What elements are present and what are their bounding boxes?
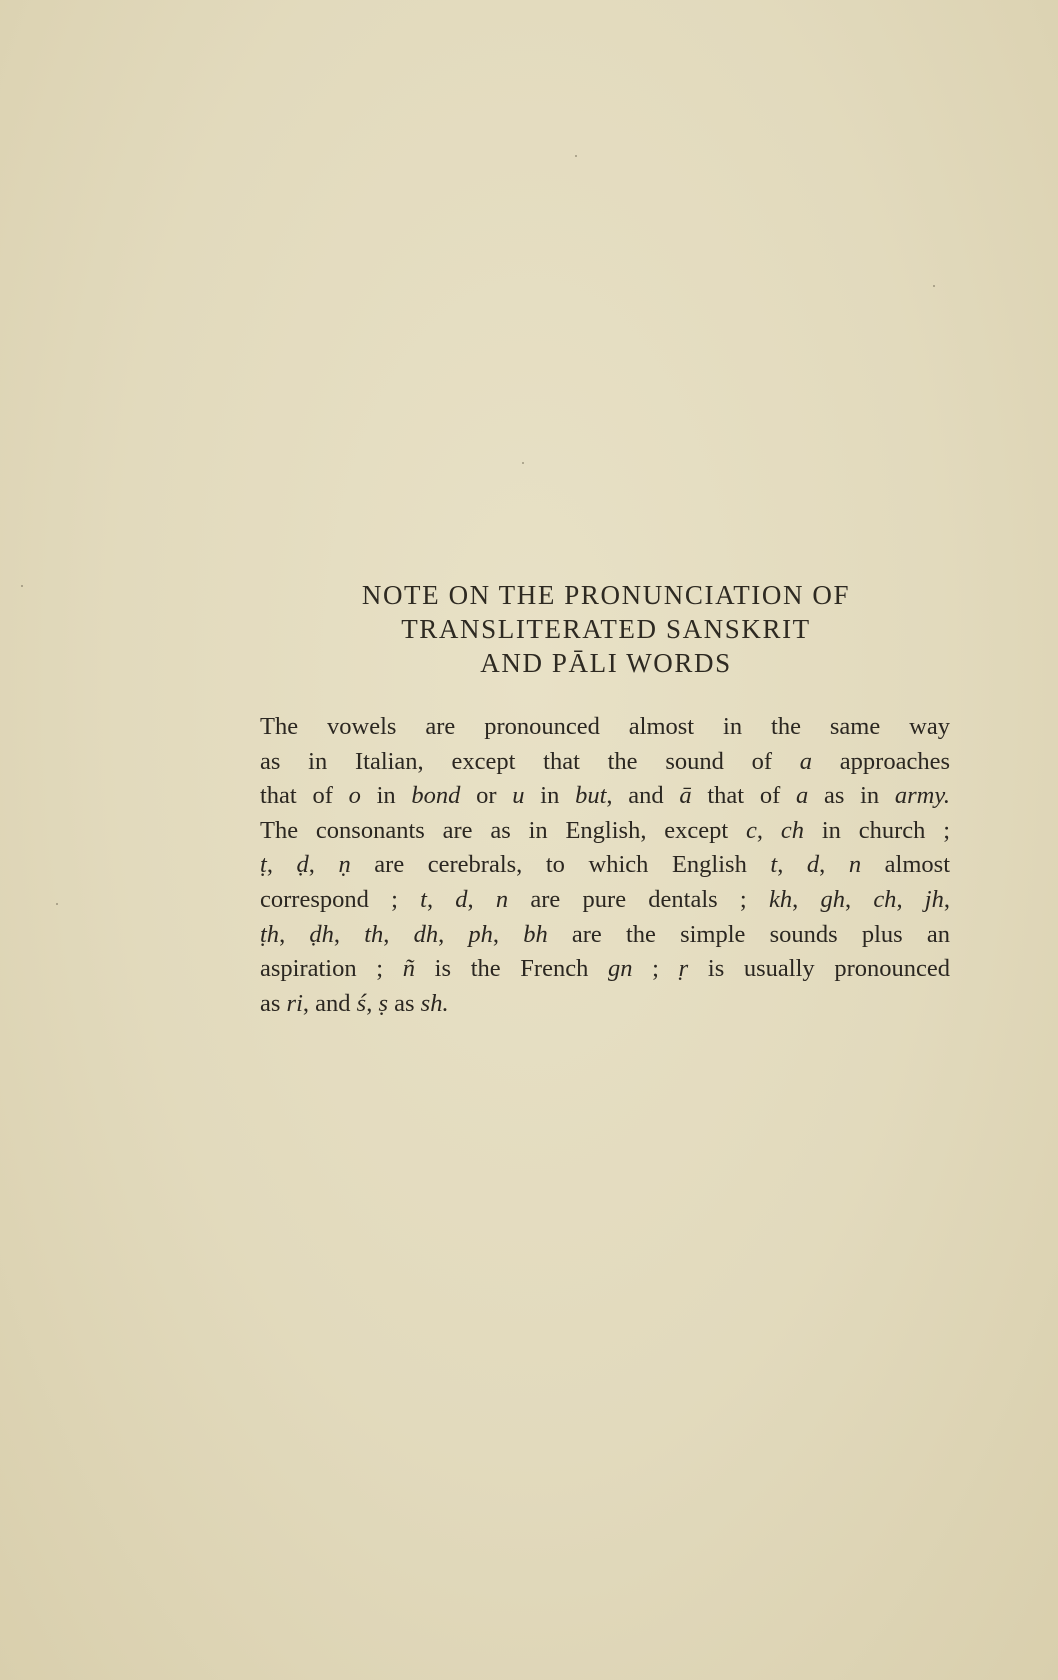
- text-line-9: [260, 987, 950, 1022]
- italic-term: kh: [768, 885, 793, 913]
- text-run: ,: [844, 885, 874, 913]
- italic-term: t: [770, 851, 778, 879]
- text-run: as in Italian, except that the sound of: [260, 747, 800, 775]
- italic-term: o: [348, 782, 361, 810]
- italic-term: ḍ: [296, 851, 309, 879]
- text-run: ,: [383, 920, 414, 948]
- italic-term: sh.: [420, 989, 449, 1017]
- title-line-1: NOTE ON THE PRONUNCIATION OF: [361, 580, 851, 610]
- text-run: ,: [777, 851, 807, 879]
- text-line-3: [260, 779, 950, 814]
- text-run: approaches: [812, 747, 950, 775]
- paper-speck: [56, 903, 58, 905]
- italic-term: n: [848, 851, 862, 879]
- italic-term: ṛ: [678, 955, 689, 983]
- text-run: ,: [467, 885, 496, 913]
- text-run: or: [460, 782, 513, 810]
- italic-term: ś: [356, 989, 367, 1017]
- text-run: is the French: [415, 955, 609, 983]
- italic-term: but: [575, 782, 607, 810]
- body-paragraph: [260, 710, 950, 1021]
- text-run: ,: [819, 851, 849, 879]
- text-line-5: [260, 848, 950, 883]
- italic-term: ṇ: [338, 851, 351, 879]
- italic-term: ḍh: [309, 920, 334, 948]
- text-run: ,: [266, 851, 297, 879]
- text-run: ,: [792, 885, 821, 913]
- italic-term: jh: [924, 885, 944, 913]
- text-run: as: [387, 989, 421, 1017]
- italic-term: bond: [411, 782, 461, 810]
- paper-speck: [575, 155, 577, 157]
- paper-speck: [933, 285, 935, 287]
- title-line-3: AND PĀLI WORDS: [480, 648, 732, 678]
- text-run: ,: [308, 851, 339, 879]
- text-run: ,: [438, 920, 469, 948]
- text-run: , and: [606, 782, 680, 810]
- text-line-1: [260, 710, 950, 745]
- italic-term: ṭh: [260, 920, 280, 948]
- text-run: The consonants are as in English, except: [260, 816, 747, 844]
- italic-term: ā: [679, 782, 692, 810]
- italic-term: ñ: [402, 955, 416, 983]
- text-run: ,: [366, 989, 379, 1017]
- text-run: are pure dentals ;: [508, 885, 769, 913]
- text-run: in church ;: [804, 816, 950, 844]
- text-run: are the simple sounds plus an: [547, 920, 951, 948]
- text-run: is usually pronounced: [688, 955, 951, 983]
- text-line-6: [260, 883, 950, 918]
- text-run: ,: [333, 920, 365, 948]
- italic-term: ṭ: [260, 851, 267, 879]
- italic-term: ch: [780, 816, 804, 844]
- italic-term: a: [795, 782, 809, 810]
- italic-term: ch: [873, 885, 897, 913]
- text-line-8: [260, 952, 950, 987]
- italic-term: bh: [523, 920, 548, 948]
- italic-term: gh: [820, 885, 845, 913]
- text-run: correspond ;: [260, 885, 421, 913]
- text-line-4: [260, 814, 950, 849]
- page-title: [258, 578, 954, 680]
- text-run: The vowels are pronounced almost in the same way: [260, 713, 950, 740]
- italic-term: dh: [413, 920, 439, 948]
- text-line-7: [260, 918, 950, 953]
- paper-speck: [21, 585, 23, 587]
- italic-term: ph: [468, 920, 493, 948]
- title-line-2: TRANSLITERATED SANSKRIT: [401, 614, 811, 644]
- italic-term: army.: [894, 782, 951, 810]
- paper-speck: [522, 462, 524, 464]
- italic-term: u: [512, 782, 525, 810]
- text-run: ;: [632, 955, 679, 983]
- text-run: that of: [691, 782, 796, 810]
- text-run: ,: [896, 885, 925, 913]
- text-run: , and: [302, 989, 357, 1017]
- text-run: in: [360, 782, 412, 810]
- text-run: ,: [943, 885, 950, 913]
- text-run: ,: [492, 920, 524, 948]
- text-run: as: [260, 989, 287, 1017]
- text-run: aspiration ;: [260, 955, 403, 983]
- italic-term: ri: [286, 989, 303, 1017]
- text-run: ,: [426, 885, 456, 913]
- text-run: ,: [279, 920, 310, 948]
- italic-term: th: [364, 920, 384, 948]
- text-run: in: [524, 782, 576, 810]
- text-run: almost: [861, 851, 951, 879]
- text-run: are cerebrals, to which English: [350, 851, 771, 879]
- text-run: as in: [808, 782, 895, 810]
- text-run: ,: [756, 816, 781, 844]
- text-run: that of: [260, 782, 349, 810]
- italic-term: gn: [608, 955, 633, 983]
- italic-term: n: [495, 885, 509, 913]
- italic-term: ṣ: [378, 989, 388, 1017]
- text-line-2: [260, 745, 950, 780]
- italic-term: c: [746, 816, 757, 844]
- italic-term: t: [420, 885, 427, 913]
- italic-term: a: [799, 747, 813, 775]
- italic-term: d: [806, 851, 820, 879]
- italic-term: d: [455, 885, 468, 913]
